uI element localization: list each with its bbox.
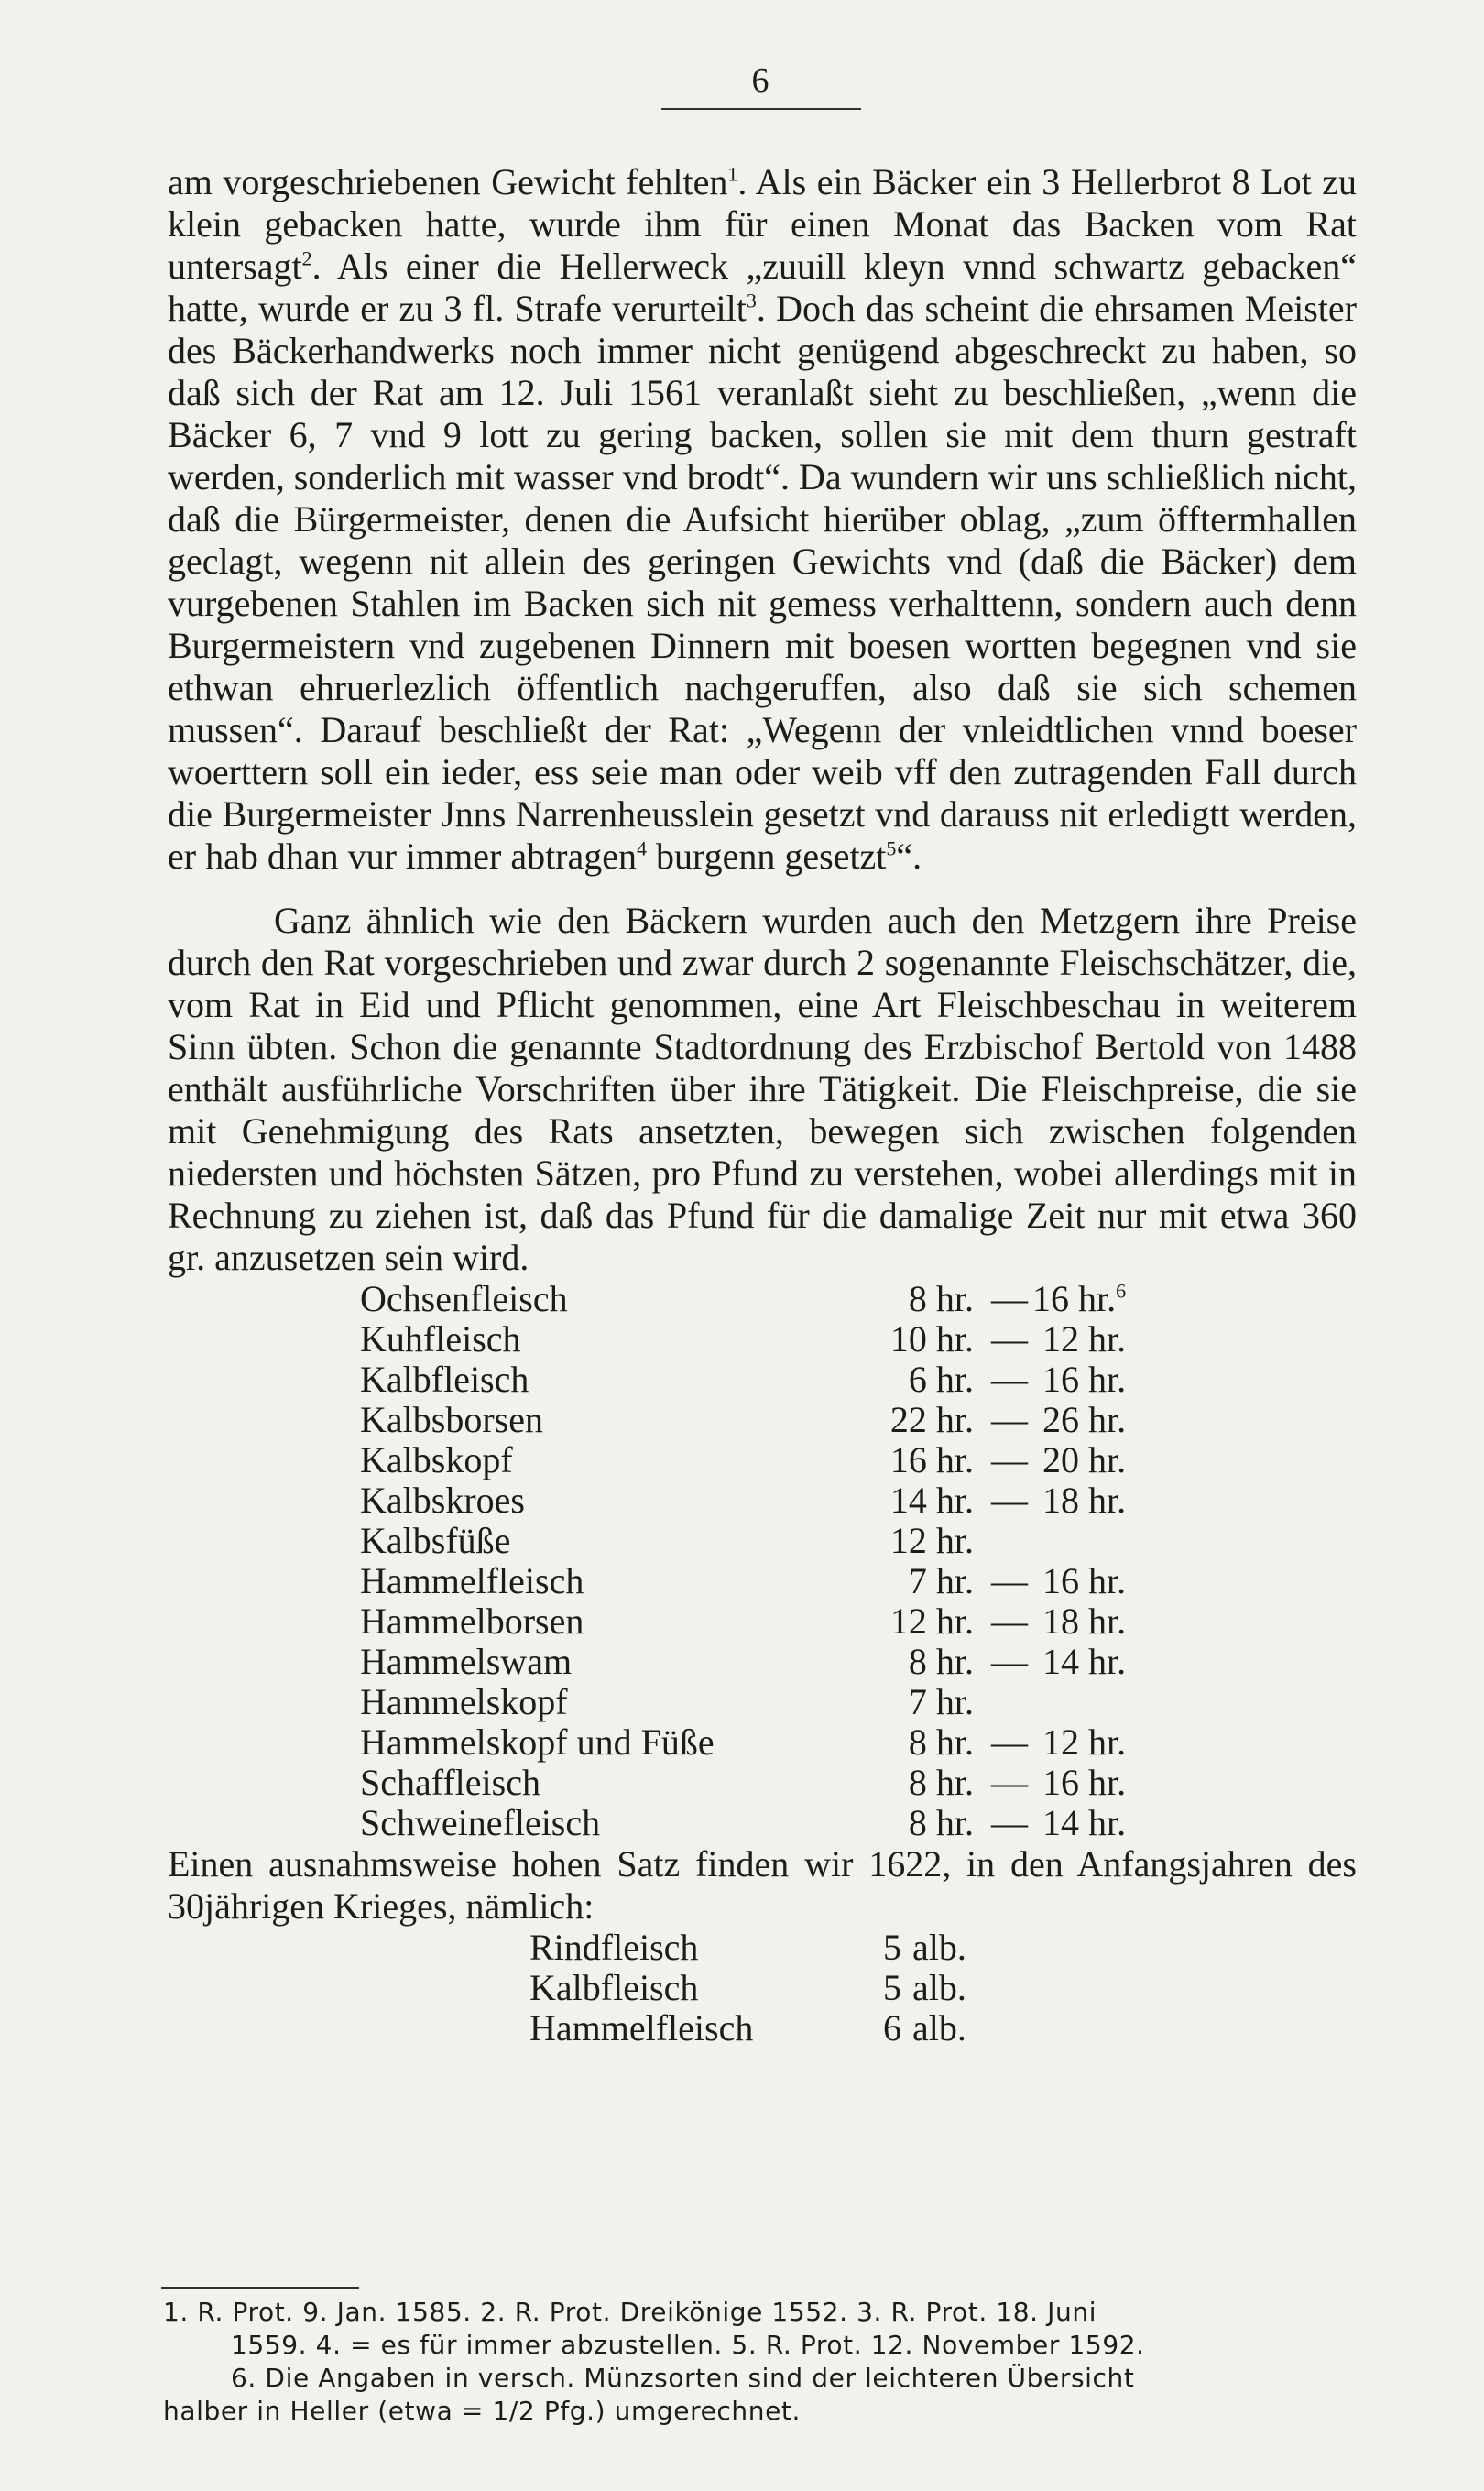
price-amount: 6: [883, 2007, 901, 2049]
high-unit: hr.: [1088, 1762, 1127, 1803]
low-unit: hr.: [935, 1520, 974, 1561]
header-rule: [661, 108, 861, 110]
high-unit: hr.: [1088, 1359, 1127, 1400]
low-price: [855, 1360, 987, 1400]
high-value: 12: [1042, 1721, 1079, 1763]
low-value: 16: [889, 1439, 927, 1480]
low-price: [855, 1763, 987, 1803]
paragraph-3: Einen ausnahmsweise hohen Satz finden wir 1622, in den Anfangsjahren des 30jährigen Krieges, nämlich:: [168, 1843, 1357, 1927]
high-price: [1032, 1480, 1139, 1521]
high-price: [1032, 1319, 1139, 1360]
low-unit: hr.: [935, 1439, 974, 1480]
range-dash: —: [991, 1641, 1028, 1682]
low-price: [855, 1521, 987, 1561]
low-price: [855, 1803, 987, 1843]
table-row: [529, 2008, 966, 2049]
range-dash: —: [991, 1721, 1028, 1763]
high-value: 16: [1042, 1762, 1079, 1803]
table-row: [360, 1360, 1139, 1400]
high-value: 20: [1042, 1439, 1079, 1480]
table-row: [360, 1521, 1139, 1561]
range-dash: —: [991, 1399, 1028, 1440]
paragraph-2: Ganz ähnlich wie den Bäckern wurden auch den Metzgern ihre Preise durch den Rat vorgeschrieben und zwar durch 2 sogenannte Fleischschätzer, die, vom Rat in Eid und Pflicht genommen, eine Art Fleischbeschau in weiterem Sinn übten. Schon die genannte Stadtordnung des Erzbischof Bertold von 1488 enthält ausführliche Vorschriften über ihre Tätigkeit. Die Fleischpreise, die sie mit Genehmigung des Rats ansetzten, bewegen sich zwischen folgenden niedersten und höchsten Sätzen, pro Pfund zu verstehen, wobei allerdings mit in Rechnung zu ziehen ist, daß das Pfund für die damalige Zeit nur mit etwa 360 gr. anzusetzen sein wird.: [168, 900, 1357, 1278]
low-unit: hr.: [935, 1480, 974, 1521]
meat-item: Kuhfleisch: [360, 1318, 521, 1360]
fraction: 1/2: [492, 2396, 536, 2426]
price-amount: 5: [883, 1967, 901, 2008]
low-unit: hr.: [935, 1278, 974, 1319]
range-dash: —: [991, 1318, 1028, 1360]
meat-item: Hammelswam: [360, 1641, 573, 1682]
range-dash: —: [991, 1601, 1028, 1642]
footnote-line: 1. R. Prot. 9. Jan. 1585. 2. R. Prot. Dreikönige 1552. 3. R. Prot. 18. Juni: [163, 2297, 1097, 2327]
low-unit: hr.: [935, 1399, 974, 1440]
high-price: [1032, 1561, 1139, 1601]
paragraph-1: [168, 161, 1357, 878]
main-text: [168, 161, 1357, 2049]
footnotes: [163, 2296, 1352, 2428]
low-value: 6: [908, 1359, 927, 1400]
high-value: 16: [1042, 1359, 1079, 1400]
high-unit: hr.: [1088, 1399, 1127, 1440]
price-amount: 5: [883, 1927, 901, 1968]
low-value: 10: [889, 1318, 927, 1360]
low-unit: hr.: [935, 1641, 974, 1682]
table-row: [360, 1319, 1139, 1360]
low-value: 7: [908, 1560, 927, 1601]
low-value: 8: [908, 1762, 927, 1803]
footnote-ref-2: 2: [301, 246, 312, 270]
low-price: [855, 1400, 987, 1440]
high-price: [1032, 1360, 1139, 1400]
price-unit: alb.: [912, 2007, 966, 2049]
high-value: 18: [1042, 1480, 1079, 1521]
high-price: [1032, 1601, 1139, 1642]
range-dash: —: [991, 1480, 1028, 1521]
table-row: [360, 1480, 1139, 1521]
table-row: [360, 1561, 1139, 1601]
high-value: 14: [1042, 1802, 1079, 1843]
low-value: 8: [908, 1278, 927, 1319]
range-dash: —: [991, 1439, 1028, 1480]
meat-item: Schaffleisch: [360, 1762, 540, 1803]
footnote-line: [163, 2395, 1352, 2428]
meat-item: Hammelfleisch: [360, 1560, 584, 1601]
low-unit: hr.: [935, 1802, 974, 1843]
high-price: [1032, 1400, 1139, 1440]
table-row: [529, 1968, 966, 2008]
text-run: . Doch das scheint die ehrsamen Meister des Bäckerhandwerks noch immer nicht genügend abgeschreckt zu haben, so daß sich der Rat am 12. Juli 1561 veranlaßt sieht zu beschließen, „wenn die Bäcker 6, 7 vnd 9 lott zu gering backen, sollen sie mit dem thurn gestraft werden, sonderlich mit wasser vnd brodt“. Da wundern wir uns schließlich nicht, daß die Bürgermeister, denen die Aufsicht hierüber oblag, „zum öfftermhallen geclagt, wegenn nit allein des geringen Gewichts vnd (daß die Bäcker) dem vurgebenen Stahlen im Backen sich nit gemess verhalttenn, sondern auch denn Burgermeistern vnd zugebenen Dinnern mit boesen wortten begegnen vnd sie ethwan ehruerlezlich öffentlich nachgeruffen, also daß sie sich schemen mussen“. Darauf beschließt der Rat: „Wegenn der vnleidtlichen vnnd boeser woerttern soll ein ieder, ess seie man oder weib vff den zutragenden Fall durch die Burgermeister Jnns Narrenheusslein gesetzt vnd darauss nit erledigtt werden, er hab dhan vur immer abtragen: [168, 288, 1357, 877]
footnote-line: 6. Die Angaben in versch. Münzsorten sind der leichteren Übersicht: [231, 2363, 1135, 2393]
range-dash: —: [991, 1762, 1028, 1803]
meat-item: Kalbsborsen: [360, 1399, 543, 1440]
high-unit: hr.: [1088, 1439, 1127, 1480]
meat-item: Kalbskroes: [360, 1480, 525, 1521]
low-unit: hr.: [935, 1681, 974, 1722]
table-row: [360, 1803, 1139, 1843]
high-unit: hr.: [1078, 1278, 1117, 1319]
range-dash: —: [991, 1278, 1028, 1319]
range-dash: —: [991, 1359, 1028, 1400]
meat-item: Schweinefleisch: [360, 1802, 601, 1843]
low-value: 12: [889, 1601, 927, 1642]
high-unit: hr.: [1088, 1601, 1127, 1642]
price-unit: alb.: [912, 1967, 966, 2008]
footnote-ref-3: 3: [746, 289, 757, 312]
low-value: 12: [889, 1520, 927, 1561]
table-row: [360, 1601, 1139, 1642]
table-row: [360, 1642, 1139, 1682]
footnote-ref-5: 5: [886, 836, 897, 860]
meat-item: Kalbsfüße: [360, 1520, 511, 1561]
high-unit: hr.: [1088, 1560, 1127, 1601]
table-row: [360, 1440, 1139, 1480]
meat-item: Hammelfleisch: [529, 2007, 754, 2049]
low-unit: hr.: [935, 1560, 974, 1601]
high-price: [1032, 1440, 1139, 1480]
meat-item: Hammelskopf: [360, 1681, 568, 1722]
low-price: [855, 1319, 987, 1360]
low-value: 8: [908, 1721, 927, 1763]
meat-price-table: [360, 1279, 1139, 1843]
high-price: [1032, 1803, 1139, 1843]
high-value: 18: [1042, 1601, 1079, 1642]
high-unit: hr.: [1088, 1318, 1127, 1360]
text-run: “.: [896, 836, 922, 877]
low-price: [855, 1279, 987, 1319]
high-value: 12: [1042, 1318, 1079, 1360]
high-price: [1032, 1279, 1139, 1319]
footnote-line: 1559. 4. = es für immer abzustellen. 5. R. Prot. 12. November 1592.: [231, 2330, 1145, 2360]
table-row: [360, 1682, 1139, 1722]
high-price: [1032, 1682, 1139, 1722]
low-price: [855, 1601, 987, 1642]
range-dash: —: [991, 1560, 1028, 1601]
low-price: [855, 1722, 987, 1763]
high-value: 16: [1032, 1278, 1069, 1319]
meat-item: Hammelborsen: [360, 1601, 584, 1642]
table-row: [360, 1279, 1139, 1319]
table-row: [360, 1400, 1139, 1440]
meat-item: Rindfleisch: [529, 1927, 699, 1968]
range-dash: [987, 1521, 1032, 1561]
low-price: [855, 1682, 987, 1722]
text-run: Pfg.) umgerechnet.: [535, 2396, 802, 2426]
footnote-rule: [161, 2287, 359, 2289]
low-value: 14: [889, 1480, 927, 1521]
low-price: [855, 1642, 987, 1682]
low-unit: hr.: [935, 1721, 974, 1763]
text-run: . Als ein Bäcker ein 3 Hellerbrot 8 Lot zu klein gebacken hatte, wurde ihm für einen Monat das Backen vom Rat untersagt: [168, 161, 1358, 287]
text-run: . Als einer die Hellerweck „zuuill kleyn vnnd schwartz gebacken“ hatte, wurde er zu 3 fl. Strafe verurteilt: [168, 246, 1357, 329]
footnote-ref-6: 6: [1116, 1279, 1127, 1303]
footnote-ref-4: 4: [637, 836, 648, 860]
prices-1622-table: [529, 1928, 966, 2049]
high-value: 16: [1042, 1560, 1079, 1601]
low-unit: hr.: [935, 1359, 974, 1400]
low-price: [855, 1480, 987, 1521]
high-unit: hr.: [1088, 1721, 1127, 1763]
range-dash: [987, 1682, 1032, 1722]
low-price: [855, 1440, 987, 1480]
high-price: [1032, 1521, 1139, 1561]
high-price: [1032, 1722, 1139, 1763]
low-value: 22: [889, 1399, 927, 1440]
high-value: 26: [1042, 1399, 1079, 1440]
low-unit: hr.: [935, 1601, 974, 1642]
meat-item: Kalbfleisch: [529, 1967, 699, 2008]
table-row: [529, 1928, 966, 1968]
meat-item: Ochsenfleisch: [360, 1278, 568, 1319]
high-unit: hr.: [1088, 1480, 1127, 1521]
footnote-ref-1: 1: [727, 162, 738, 186]
meat-item: Kalbskopf: [360, 1439, 513, 1480]
table-row: [360, 1722, 1139, 1763]
low-unit: hr.: [935, 1318, 974, 1360]
low-unit: hr.: [935, 1762, 974, 1803]
high-value: 14: [1042, 1641, 1079, 1682]
meat-item: Kalbfleisch: [360, 1359, 529, 1400]
low-value: 8: [908, 1802, 927, 1843]
table-row: [360, 1763, 1139, 1803]
high-price: [1032, 1642, 1139, 1682]
high-unit: hr.: [1088, 1802, 1127, 1843]
page-number: 6: [751, 61, 769, 100]
low-value: 8: [908, 1641, 927, 1682]
high-price: [1032, 1763, 1139, 1803]
low-price: [855, 1561, 987, 1601]
high-unit: hr.: [1088, 1641, 1127, 1682]
text-run: burgenn gesetzt: [647, 836, 887, 877]
low-value: 7: [908, 1681, 927, 1722]
price-unit: alb.: [912, 1927, 966, 1968]
range-dash: —: [991, 1802, 1028, 1843]
meat-item: Hammelskopf und Füße: [360, 1721, 715, 1763]
text-run: halber in Heller (etwa =: [163, 2396, 493, 2426]
text-run: am vorgeschriebenen Gewicht fehlten: [168, 161, 728, 202]
